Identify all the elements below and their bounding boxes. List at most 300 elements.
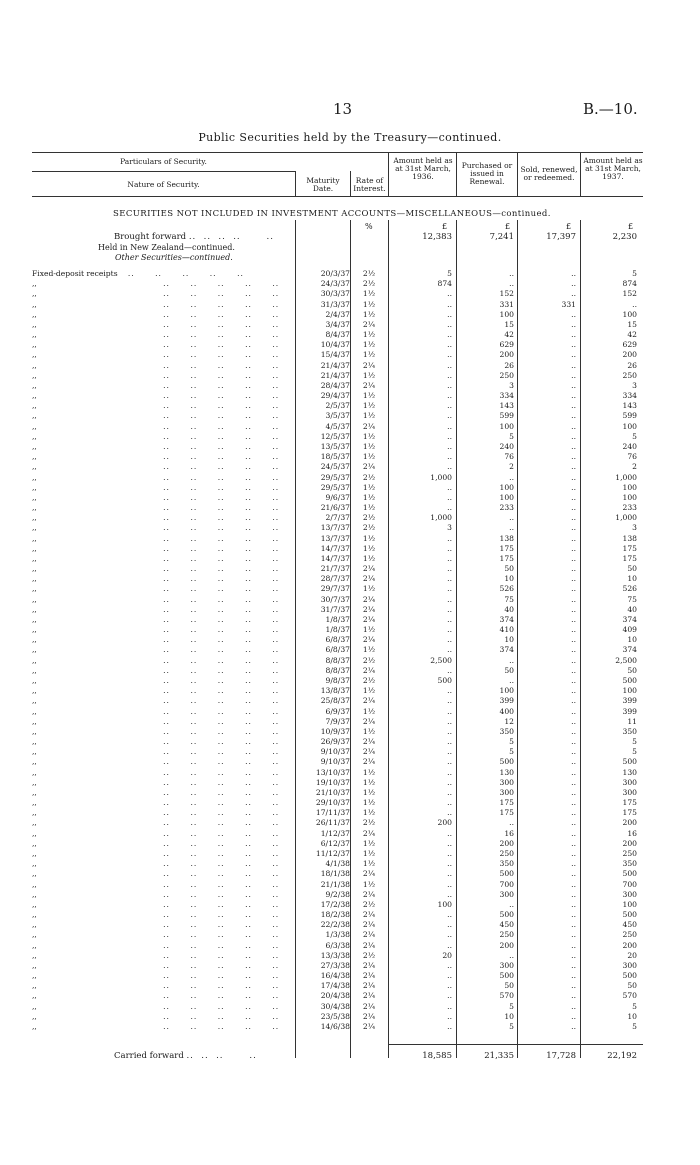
sold-amount: .. — [571, 614, 576, 624]
security-nature — [32, 737, 292, 746]
nature-text: ,, — [32, 492, 37, 502]
held-1936: .. — [447, 726, 452, 736]
purchased-amount: 200 — [499, 838, 514, 848]
held-1937: 175 — [622, 543, 637, 553]
interest-rate: 2¼ — [362, 716, 376, 726]
purchased-amount: 570 — [499, 991, 514, 1001]
held-1936: .. — [447, 1001, 452, 1011]
table-row — [0, 483, 700, 492]
security-nature — [32, 523, 292, 532]
held-1936: 5 — [447, 269, 452, 278]
table-row — [0, 340, 700, 349]
interest-rate: 2¼ — [362, 462, 376, 472]
purchased-amount: 350 — [499, 859, 514, 869]
leader-dots: .. .. .. .. .. — [36, 533, 280, 543]
held-1936: .. — [447, 696, 452, 706]
security-nature — [32, 584, 292, 593]
nature-text: ,, — [32, 960, 37, 970]
purchased-amount: 100 — [499, 492, 514, 502]
held-1937: 409 — [622, 625, 637, 635]
leader-dots: .. .. .. .. .. — [36, 1011, 280, 1021]
sold-amount: .. — [571, 869, 576, 879]
interest-rate: 1½ — [362, 798, 376, 808]
sold-amount: .. — [571, 574, 576, 584]
held-1936: 500 — [437, 676, 452, 685]
purchased-amount: 500 — [499, 910, 514, 920]
held-1937: 399 — [622, 706, 637, 716]
maturity-date: 3/5/37 — [325, 411, 350, 421]
maturity-date: 1/8/37 — [325, 614, 350, 624]
interest-rate: 1½ — [362, 625, 376, 635]
table-row — [0, 513, 700, 522]
maturity-date: 6/3/38 — [325, 940, 350, 950]
unit-held-1936: £ — [442, 222, 448, 231]
held-1937: 10 — [627, 635, 637, 645]
held-1937: 200 — [622, 940, 637, 950]
held-1936: .. — [447, 533, 452, 543]
table-row — [0, 971, 700, 980]
maturity-date: 8/8/37 — [325, 665, 350, 675]
nature-text: ,, — [32, 645, 37, 655]
table-row — [0, 941, 700, 950]
held-1936: .. — [447, 289, 452, 299]
leader-dots: .. .. .. .. .. — [36, 614, 280, 624]
table-row — [0, 473, 700, 482]
interest-rate: 1½ — [362, 492, 376, 502]
leader-dots: .. .. .. .. .. — [36, 635, 280, 645]
maturity-date: 30/3/37 — [320, 289, 350, 299]
purchased-amount: .. — [509, 513, 514, 523]
security-nature — [32, 279, 292, 288]
sold-amount: .. — [571, 340, 576, 350]
interest-rate: 1½ — [362, 726, 376, 736]
interest-rate: 1½ — [362, 411, 376, 421]
security-nature — [32, 778, 292, 787]
security-nature — [32, 686, 292, 695]
nature-text: ,, — [32, 676, 37, 685]
sold-amount: .. — [571, 737, 576, 747]
security-nature — [32, 971, 292, 980]
purchased-amount: .. — [509, 818, 514, 828]
table-row — [0, 656, 700, 665]
interest-rate: 2½ — [362, 513, 376, 523]
security-nature — [32, 320, 292, 329]
held-1936: .. — [447, 462, 452, 472]
sold-amount: .. — [571, 625, 576, 635]
leader-dots: .. .. .. .. .. — [36, 808, 280, 818]
nature-text: ,, — [32, 299, 37, 309]
security-nature — [32, 269, 292, 278]
security-nature — [32, 910, 292, 919]
table-row — [0, 391, 700, 400]
interest-rate: 2½ — [362, 472, 376, 482]
header-mid-rule — [32, 171, 295, 172]
leader-dots: .. .. .. .. .. — [36, 452, 280, 462]
table-row — [0, 676, 700, 685]
header-rate: Rate of Interest. — [353, 176, 386, 193]
sold-amount: .. — [571, 676, 576, 685]
held-1936: 3 — [447, 523, 452, 533]
maturity-date: 23/5/38 — [320, 1011, 350, 1021]
nature-text: ,, — [32, 319, 37, 329]
purchased-amount: 40 — [504, 604, 514, 614]
purchased-amount: 450 — [499, 920, 514, 930]
leader-dots: .. .. .. .. .. — [36, 594, 280, 604]
held-1936: .. — [447, 503, 452, 513]
held-1937: 130 — [622, 767, 637, 777]
security-nature — [32, 788, 292, 797]
table-row — [0, 320, 700, 329]
sold-amount: .. — [571, 991, 576, 1001]
maturity-date: 21/4/37 — [320, 360, 350, 370]
header-divider — [580, 152, 581, 196]
leader-dots: .. .. .. .. .. — [36, 543, 280, 553]
security-nature — [32, 534, 292, 543]
security-nature — [32, 473, 292, 482]
table-row — [0, 707, 700, 716]
sold-amount: .. — [571, 940, 576, 950]
page-title: Public Securities held by the Treasury—continued. — [198, 131, 502, 144]
security-nature — [32, 462, 292, 471]
nature-text: ,, — [32, 411, 37, 421]
leader-dots: .. .. .. .. .. — [36, 299, 280, 309]
maturity-date: 4/5/37 — [325, 421, 350, 431]
held-1936: .. — [447, 879, 452, 889]
purchased-amount: 300 — [499, 960, 514, 970]
leader-dots: .. .. .. .. .. — [36, 655, 280, 665]
section-title: SECURITIES NOT INCLUDED IN INVESTMENT ACCOUNTS—MISCELLANEOUS—continued. — [113, 209, 551, 219]
maturity-date: 20/4/38 — [320, 991, 350, 1001]
sold-amount: .. — [571, 655, 576, 665]
maturity-date: 13/7/37 — [320, 533, 350, 543]
purchased-amount: .. — [509, 269, 514, 278]
held-1937: 500 — [622, 910, 637, 920]
interest-rate: 2¼ — [362, 828, 376, 838]
held-1936: .. — [447, 686, 452, 696]
held-1937: 138 — [622, 533, 637, 543]
sold-amount: .. — [571, 289, 576, 299]
held-1936: .. — [447, 869, 452, 879]
held-1936: .. — [447, 594, 452, 604]
nature-text: ,, — [32, 930, 37, 940]
security-nature — [32, 493, 292, 502]
held-1936: .. — [447, 441, 452, 451]
page-number: 13 — [333, 100, 353, 118]
nature-text: ,, — [32, 564, 37, 574]
sold-amount: .. — [571, 920, 576, 930]
held-1936: .. — [447, 1021, 452, 1031]
interest-rate: 1½ — [362, 543, 376, 553]
maturity-date: 14/7/37 — [320, 543, 350, 553]
purchased-amount: 42 — [504, 330, 514, 340]
nature-text: ,, — [32, 604, 37, 614]
interest-rate: 2¼ — [362, 1011, 376, 1021]
held-1936: .. — [447, 299, 452, 309]
leader-dots: .. .. .. .. .. — [36, 940, 280, 950]
held-1937: 175 — [622, 798, 637, 808]
held-1937: 100 — [622, 421, 637, 431]
held-1937: 1,000 — [615, 513, 637, 523]
interest-rate: 2¼ — [362, 564, 376, 574]
maturity-date: 29/5/37 — [320, 472, 350, 482]
nature-text: ,, — [32, 391, 37, 401]
interest-rate: 1½ — [362, 350, 376, 360]
nature-text: ,, — [32, 1021, 37, 1031]
interest-rate: 1½ — [362, 452, 376, 462]
purchased-amount: .. — [509, 523, 514, 533]
leader-dots: .. .. .. .. .. — [36, 798, 280, 808]
unit-purchased: £ — [505, 222, 511, 231]
nature-text: ,, — [32, 1011, 37, 1021]
held-1937: 152 — [622, 289, 637, 299]
held-1936: .. — [447, 431, 452, 441]
security-nature — [32, 798, 292, 807]
purchased-amount: 500 — [499, 757, 514, 767]
sold-amount: .. — [571, 818, 576, 828]
maturity-date: 14/6/38 — [320, 1021, 350, 1031]
sold-amount: .. — [571, 452, 576, 462]
sold-amount: .. — [571, 889, 576, 899]
purchased-amount: 175 — [499, 553, 514, 563]
maturity-date: 24/3/37 — [320, 279, 350, 289]
security-nature — [32, 381, 292, 390]
maturity-date: 3/4/37 — [325, 319, 350, 329]
nature-text: ,, — [32, 747, 37, 757]
table-row — [0, 869, 700, 878]
held-1937: 11 — [627, 716, 637, 726]
held-1936: .. — [447, 492, 452, 502]
held-1936: .. — [447, 757, 452, 767]
held-1936: .. — [447, 401, 452, 411]
purchased-amount: .. — [509, 950, 514, 960]
nature-text: ,, — [32, 380, 37, 390]
security-nature — [32, 554, 292, 563]
sold-amount: .. — [571, 360, 576, 370]
sold-amount: .. — [571, 523, 576, 533]
security-nature — [32, 340, 292, 349]
held-1937: 399 — [622, 696, 637, 706]
nature-text: ,, — [32, 574, 37, 584]
nature-text: ,, — [32, 655, 37, 665]
purchased-amount: 2 — [509, 462, 514, 472]
sold-amount: .. — [571, 513, 576, 523]
leader-dots: .. .. .. .. .. — [36, 787, 280, 797]
leader-dots: .. .. .. .. .. — [36, 503, 280, 513]
purchased-amount: 300 — [499, 777, 514, 787]
leader-dots: .. .. .. .. .. — [36, 767, 280, 777]
security-nature — [32, 859, 292, 868]
sold-amount: .. — [571, 798, 576, 808]
held-1936: .. — [447, 920, 452, 930]
held-1937: 175 — [622, 553, 637, 563]
interest-rate: 1½ — [362, 533, 376, 543]
interest-rate: 1½ — [362, 706, 376, 716]
held-1937: 100 — [622, 482, 637, 492]
security-nature — [32, 544, 292, 553]
held-1936: .. — [447, 910, 452, 920]
table-row — [0, 584, 700, 593]
security-nature — [32, 656, 292, 665]
table-row — [0, 737, 700, 746]
leader-dots: .. .. .. .. .. — [36, 950, 280, 960]
interest-rate: 1½ — [362, 482, 376, 492]
maturity-date: 7/9/37 — [325, 716, 350, 726]
table-row — [0, 625, 700, 634]
interest-rate: 2¼ — [362, 360, 376, 370]
maturity-date: 13/8/37 — [320, 686, 350, 696]
nature-text: ,, — [32, 431, 37, 441]
sold-amount: .. — [571, 767, 576, 777]
security-nature — [32, 869, 292, 878]
header-particulars: Particulars of Security. — [120, 157, 207, 166]
held-1937: 334 — [622, 391, 637, 401]
nature-text: ,, — [32, 737, 37, 747]
table-row — [0, 493, 700, 502]
sold-amount: .. — [571, 309, 576, 319]
security-nature — [32, 411, 292, 420]
maturity-date: 21/1/38 — [320, 879, 350, 889]
sold-amount: .. — [571, 696, 576, 706]
sold-amount: .. — [571, 665, 576, 675]
security-nature — [32, 574, 292, 583]
held-1936: .. — [447, 767, 452, 777]
table-row — [0, 717, 700, 726]
maturity-date: 13/10/37 — [315, 767, 350, 777]
held-1937: 350 — [622, 859, 637, 869]
maturity-date: 21/4/37 — [320, 370, 350, 380]
held-1936: .. — [447, 665, 452, 675]
sold-amount: .. — [571, 553, 576, 563]
interest-rate: 1½ — [362, 777, 376, 787]
table-row — [0, 574, 700, 583]
sold-amount: .. — [571, 319, 576, 329]
held-1936: .. — [447, 452, 452, 462]
security-nature — [32, 768, 292, 777]
interest-rate: 2½ — [362, 950, 376, 960]
held-1936: .. — [447, 330, 452, 340]
nature-text: ,, — [32, 482, 37, 492]
purchased-amount: .. — [509, 472, 514, 482]
sold-amount: .. — [571, 971, 576, 981]
table-row — [0, 432, 700, 441]
sold-amount: .. — [571, 828, 576, 838]
security-nature — [32, 900, 292, 909]
interest-rate: 1½ — [362, 553, 376, 563]
held-1937: 100 — [622, 492, 637, 502]
maturity-date: 6/8/37 — [325, 635, 350, 645]
interest-rate: 1½ — [362, 299, 376, 309]
held-1937: 2 — [632, 462, 637, 472]
table-row — [0, 696, 700, 705]
interest-rate: 1½ — [362, 391, 376, 401]
table-row — [0, 768, 700, 777]
nature-text: ,, — [32, 594, 37, 604]
carried-forward-held-1937: 22,192 — [607, 1051, 637, 1061]
purchased-amount: 76 — [504, 452, 514, 462]
leader-dots: .. .. .. .. .. — [36, 838, 280, 848]
held-1936: 874 — [437, 279, 452, 289]
held-1936: .. — [447, 645, 452, 655]
security-nature — [32, 727, 292, 736]
held-1937: 240 — [622, 441, 637, 451]
subheading-other: Other Securities—continued. — [115, 253, 233, 262]
sold-amount: .. — [571, 716, 576, 726]
leader-dots: .. .. .. .. .. — [36, 370, 280, 380]
leader-dots: .. .. .. .. .. — [36, 584, 280, 594]
table-row — [0, 452, 700, 461]
nature-text: ,, — [32, 838, 37, 848]
purchased-amount: .. — [509, 655, 514, 665]
held-1936: .. — [447, 971, 452, 981]
header-bottom-rule — [32, 196, 643, 197]
security-nature — [32, 1022, 292, 1031]
held-1937: 233 — [622, 503, 637, 513]
security-nature — [32, 615, 292, 624]
held-1936: .. — [447, 370, 452, 380]
interest-rate: 2½ — [362, 279, 376, 289]
carried-forward-purchased: 21,335 — [484, 1051, 514, 1061]
sold-amount: .. — [571, 757, 576, 767]
leader-dots: .. .. .. .. .. — [36, 553, 280, 563]
maturity-date: 9/8/37 — [325, 676, 350, 685]
interest-rate: 2¼ — [362, 574, 376, 584]
nature-text: ,, — [32, 665, 37, 675]
held-1936: .. — [447, 553, 452, 563]
leader-dots: .. .. .. .. .. — [117, 269, 244, 278]
held-1936: .. — [447, 859, 452, 869]
purchased-amount: 331 — [499, 299, 514, 309]
held-1937: 500 — [622, 757, 637, 767]
purchased-amount: 350 — [499, 726, 514, 736]
held-1936: .. — [447, 604, 452, 614]
purchased-amount: 374 — [499, 645, 514, 655]
leader-dots: .. .. .. .. .. — [36, 818, 280, 828]
leader-dots: .. .. .. .. .. — [36, 971, 280, 981]
leader-dots: .. .. .. .. .. — [36, 757, 280, 767]
maturity-date: 6/9/37 — [325, 706, 350, 716]
interest-rate: 2¼ — [362, 889, 376, 899]
maturity-date: 27/3/38 — [320, 960, 350, 970]
nature-text: ,, — [32, 991, 37, 1001]
sold-amount: .. — [571, 645, 576, 655]
leader-dots: .. .. .. .. .. — [36, 289, 280, 299]
interest-rate: 2¼ — [362, 960, 376, 970]
nature-text: ,, — [32, 767, 37, 777]
table-row — [0, 829, 700, 838]
nature-text: ,, — [32, 726, 37, 736]
maturity-date: 28/7/37 — [320, 574, 350, 584]
table-row — [0, 534, 700, 543]
held-1937: 5 — [632, 1021, 637, 1031]
maturity-date: 2/7/37 — [325, 513, 350, 523]
held-1936: .. — [447, 940, 452, 950]
table-row — [0, 666, 700, 675]
held-1937: 50 — [627, 564, 637, 574]
table-row — [0, 991, 700, 1000]
held-1937: 50 — [627, 981, 637, 991]
table-row — [0, 1002, 700, 1011]
held-1937: 5 — [632, 737, 637, 747]
interest-rate: 2¼ — [362, 319, 376, 329]
maturity-date: 26/11/37 — [315, 818, 350, 828]
security-nature — [32, 645, 292, 654]
interest-rate: 2½ — [362, 899, 376, 909]
security-nature — [32, 666, 292, 675]
held-1936: .. — [447, 808, 452, 818]
sold-amount: .. — [571, 533, 576, 543]
held-1936: .. — [447, 981, 452, 991]
table-row — [0, 839, 700, 848]
